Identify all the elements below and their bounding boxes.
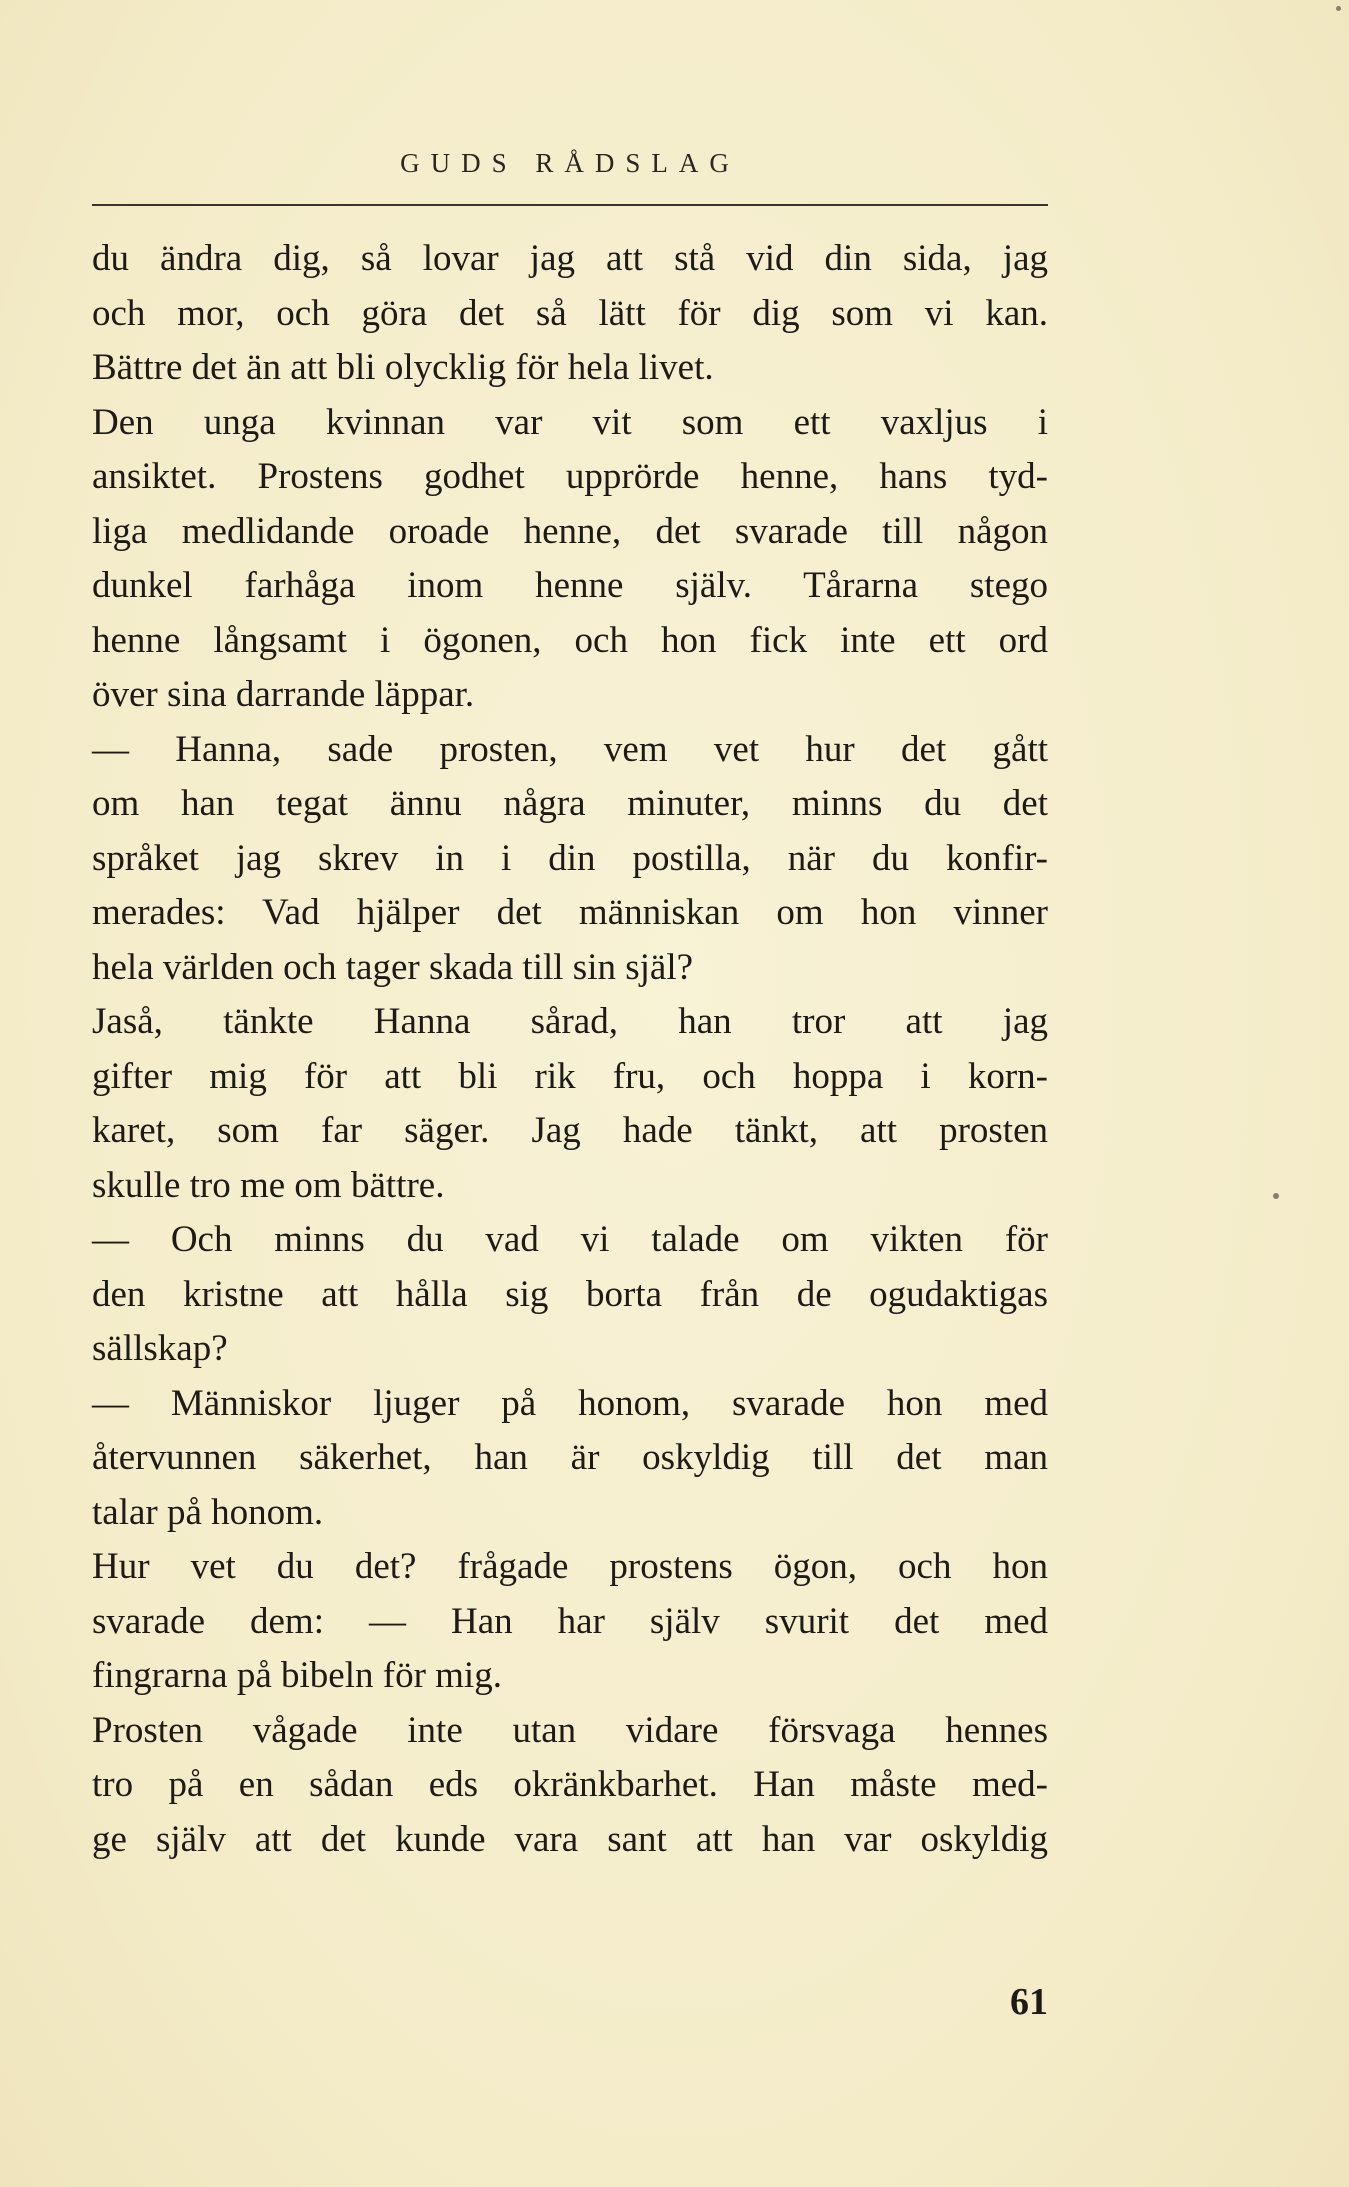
text-line: fingrarna på bibeln för mig. <box>92 1655 502 1696</box>
paragraph-5 <box>92 1213 1048 1377</box>
text-line: och mor, och göra det så lätt för dig som vi kan. <box>92 292 1048 334</box>
text-line: du ändra dig, så lovar jag att stå vid din sida, jag <box>92 238 1048 279</box>
text-line: dunkel farhåga inom henne själv. Tårarna stego <box>92 565 1048 606</box>
text-line: henne långsamt i ögonen, och hon fick inte ett ord <box>92 619 1048 661</box>
text-line: gifter mig för att bli rik fru, och hoppa i korn- <box>92 1055 1048 1097</box>
text-line: — Och minns du vad vi talade om vikten för <box>92 1219 1048 1260</box>
text-line: tro på en sådan eds okränkbarhet. Han måste med- <box>92 1764 1048 1805</box>
text-line: Jaså, tänkte Hanna sårad, han tror att jag <box>92 1001 1048 1042</box>
text-line: hela världen och tager skada till sin själ? <box>92 946 694 988</box>
text-line: den kristne att hålla sig borta från de ogudaktigas <box>92 1273 1048 1315</box>
text-line: språket jag skrev in i din postilla, när du konfir- <box>92 837 1048 879</box>
text-line: Bättre det än att bli olycklig för hela livet. <box>92 347 714 388</box>
paper-speck <box>1273 1193 1279 1199</box>
text-line: ansiktet. Prostens godhet upprörde henne, hans tyd- <box>92 456 1048 497</box>
text-line: — Hanna, sade prosten, vem vet hur det gått <box>92 728 1048 770</box>
page-number: 61 <box>1010 1981 1048 2023</box>
text-line: merades: Vad hjälper det människan om hon vinner <box>92 892 1048 933</box>
paragraph-2 <box>92 396 1048 723</box>
header-rule <box>92 204 1048 206</box>
paragraph-8 <box>92 1704 1048 1868</box>
paper-speck <box>1336 6 1341 11</box>
paragraph-3 <box>92 723 1048 996</box>
text-line: Den unga kvinnan var vit som ett vaxljus i <box>92 401 1048 443</box>
paragraph-7 <box>92 1540 1048 1704</box>
paragraph-1 <box>92 232 1048 396</box>
text-line: Prosten vågade inte utan vidare försvaga hennes <box>92 1709 1048 1751</box>
text-line: Hur vet du det? frågade prostens ögon, och hon <box>92 1546 1048 1587</box>
text-line: ge själv att det kunde vara sant att han var oskyldig <box>92 1818 1048 1860</box>
text-line: sällskap? <box>92 1328 228 1369</box>
text-line: karet, som far säger. Jag hade tänkt, att prosten <box>92 1110 1048 1151</box>
paragraph-4 <box>92 995 1048 1213</box>
text-line: skulle tro me om bättre. <box>92 1164 445 1206</box>
text-line: om han tegat ännu några minuter, minns du det <box>92 783 1048 824</box>
paragraph-6 <box>92 1377 1048 1541</box>
text-line: liga medlidande oroade henne, det svarade till någon <box>92 510 1048 552</box>
body-text <box>92 232 1048 1867</box>
text-line: över sina darrande läppar. <box>92 674 475 715</box>
running-head: GUDS RÅDSLAG <box>400 148 740 178</box>
text-line: svarade dem: — Han har själv svurit det med <box>92 1600 1048 1642</box>
text-line: talar på honom. <box>92 1491 324 1533</box>
text-line: återvunnen säkerhet, han är oskyldig till det man <box>92 1437 1048 1478</box>
text-line: — Människor ljuger på honom, svarade hon med <box>92 1382 1048 1424</box>
